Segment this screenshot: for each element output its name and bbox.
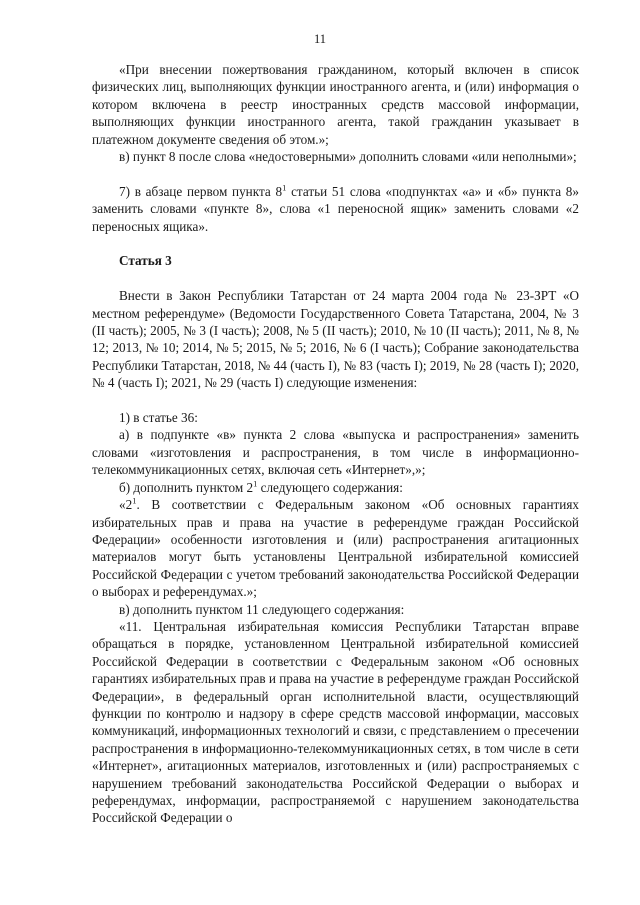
paragraph-article-36: 1) в статье 36:: [119, 410, 198, 426]
paragraph-amend-item-8: в) пункт 8 после слова «недостоверными» дополнить словами «или неполными»;: [119, 149, 577, 165]
paragraph-spacer: [92, 270, 579, 287]
paragraph-spacer: [92, 392, 579, 409]
paragraph-donation-clause: «При внесении пожертвования гражданином, который включен в список физических лиц, выполняющих функции иностранного агента, и (или) информация о котором включена в реестр иностранных средств массовой информации, выполняющих функции иностранного агента, такой гражданин указывает в платежном документе сведения об этом.»;: [92, 62, 579, 147]
paragraph-article-51-amendment: [92, 183, 579, 235]
paragraph-text: . В соответствии с Федеральным законом «Об основных гарантиях избирательных прав и права на участие в референдуме граждан Российской Федерации» особенности изготовления и (или) распространения агитационных материалов могут быть установлены Центральной избирательной комиссией Российской Федерации с учетом требований законодательства Российской Федерации о выборах и референдумах.»;: [92, 497, 579, 600]
paragraph-subitem-c: в) дополнить пунктом 11 следующего содержания:: [119, 601, 405, 617]
paragraph-subitem-a: а) в подпункте «в» пункта 2 слова «выпуска и распространения» заменить словами «изготовления и распространения, в том числе в информационно-телекоммуникационных сетях, включая сеть «Интернет»,»;: [92, 427, 579, 478]
paragraph-text: «2: [119, 497, 133, 513]
page-number: 11: [313, 32, 327, 46]
superscript: 1: [253, 478, 258, 489]
superscript: 1: [282, 182, 287, 193]
superscript: 1: [132, 495, 137, 506]
paragraph-text: б) дополнить пунктом 2: [119, 479, 254, 495]
paragraph-spacer: [92, 165, 579, 182]
paragraph-spacer: [92, 235, 579, 252]
article-heading: Статья 3: [119, 253, 172, 269]
paragraph-law-amendment-intro: Внести в Закон Республики Татарстан от 24 марта 2004 года № 23-ЗРТ «О местном референдуме» (Ведомости Государственного Совета Татарстана, 2004, № 3 (II часть); 2005, № 3 (I часть); 2008, № 5 (II часть); 2010, № 10 (II часть); 2011, № 8, № 12; 2013, № 10; 2014, № 5; 2015, № 5; 2016, № 6 (I часть); Собрание законодательства Республики Татарстан, 2018, № 44 (часть I), № 83 (часть I); 2019, № 28 (часть I); 2020, № 4 (часть I); 2021, № 29 (часть I) следующие изменения:: [92, 288, 579, 391]
paragraph-text: 7) в абзаце первом пункта 8: [119, 183, 283, 199]
paragraph-item-2-1: [92, 496, 579, 600]
paragraph-text: статьи 51 слова «подпунктах «а» и «б» пункта 8» заменить словами «пункте 8», слова «1 переносной ящик» заменить словами «2 переносных ящика».: [92, 183, 579, 234]
document-body: [92, 61, 579, 827]
paragraph-text: следующего содержания:: [257, 479, 403, 495]
paragraph-item-11: «11. Центральная избирательная комиссия Республики Татарстан вправе обращаться в порядке, установленном Центральной избирательной комиссией Российской Федерации в соответствии с Федеральным законом «Об основных гарантиях избирательных прав и права на участие в референдуме граждан Российской Федерации», в федеральный орган исполнительной власти, осуществляющий функции по контролю и надзору в сфере средств массовой информации, массовых коммуникаций, информационных технологий и связи, с представлением о пресечении распространения в информационно-телекоммуникационных сетях, в том числе в сети «Интернет», агитационных материалов, изготовленных и (или) распространяемых с нарушением требований законодательства Российской Федерации о выборах и референдумах, информации, распространяемой с нарушением законодательства Российской Федерации о: [92, 618, 579, 826]
paragraph-subitem-b: [92, 479, 579, 496]
